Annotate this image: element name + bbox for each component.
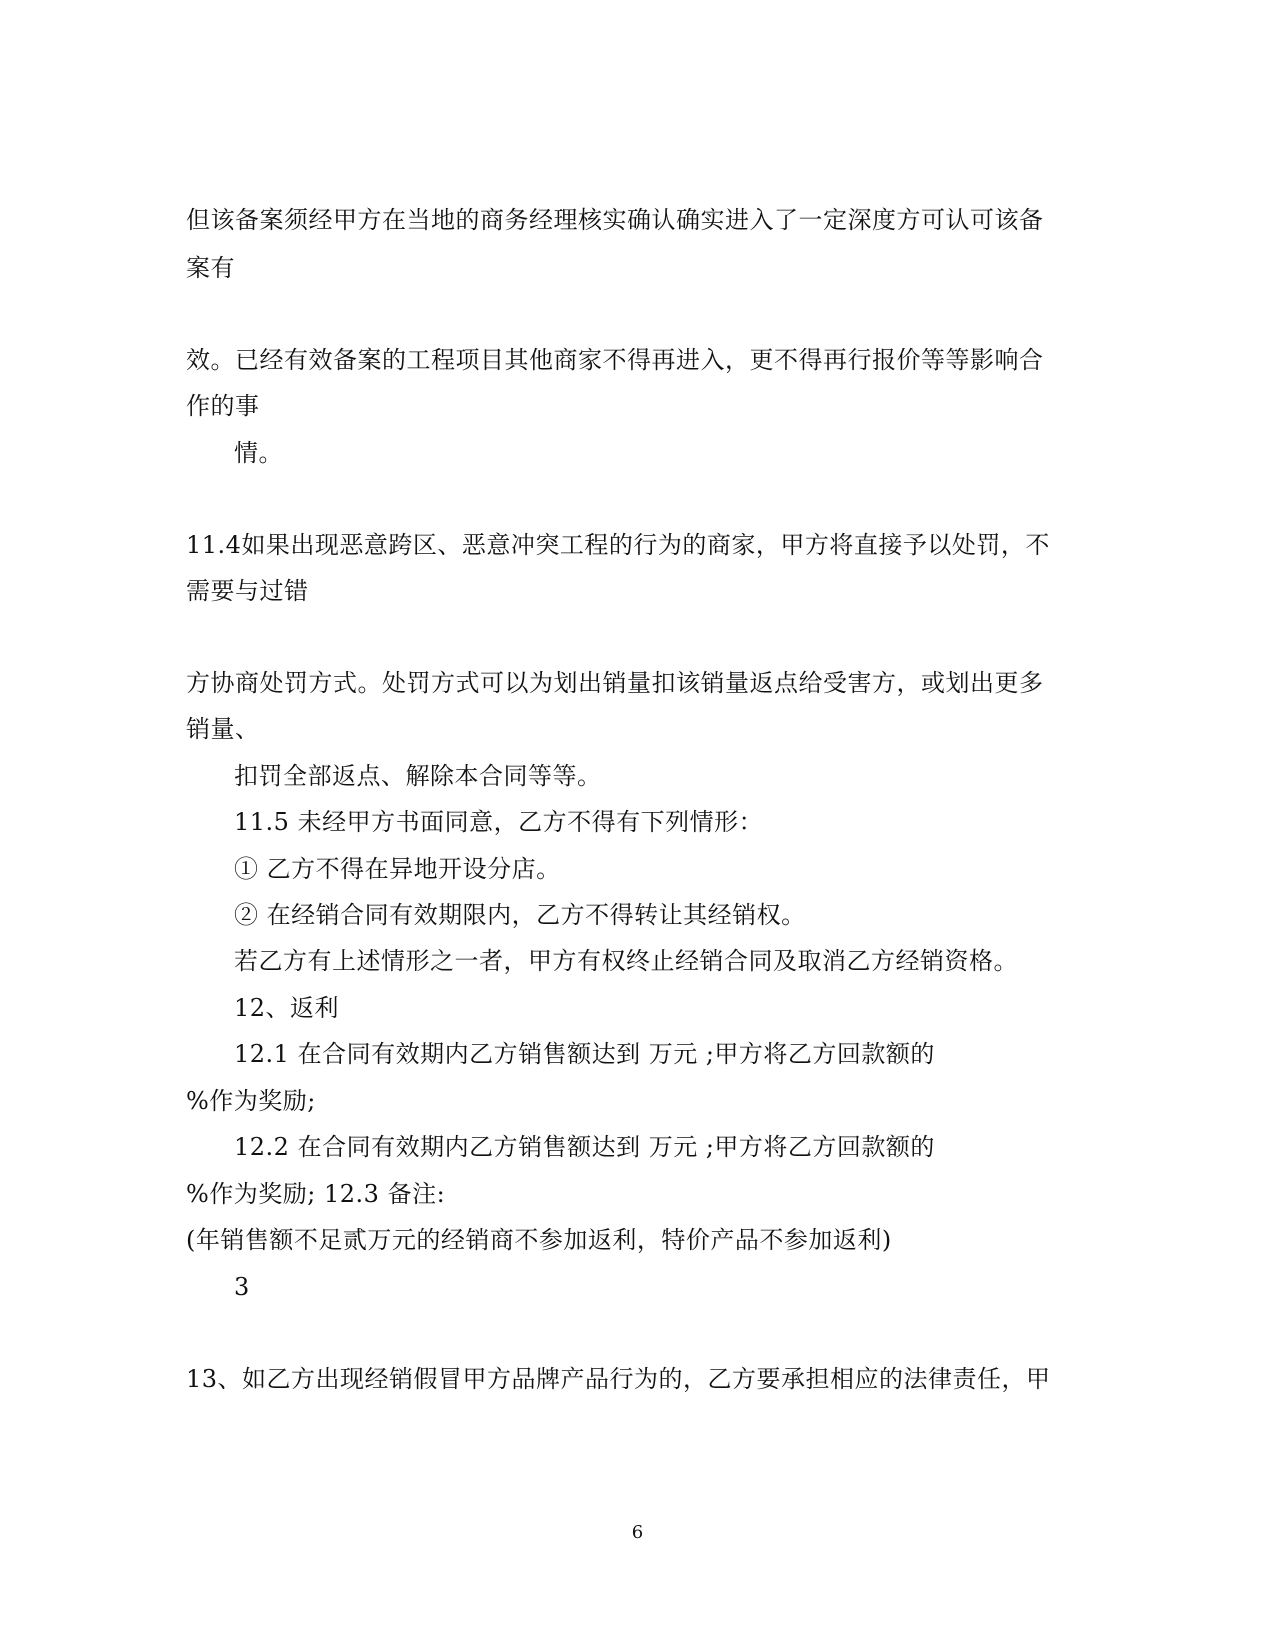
text-line: 作的事: [186, 392, 260, 420]
text-line: 情。: [234, 439, 283, 467]
text-line: ① 乙方不得在异地开设分店。: [234, 855, 561, 883]
text-line: 案有: [186, 254, 235, 282]
text-line: 3: [234, 1273, 250, 1301]
text-line: 12.1 在合同有效期内乙方销售额达到 万元 ;甲方将乙方回款额的: [234, 1040, 935, 1068]
text-line: 11.4如果出现恶意跨区、恶意冲突工程的行为的商家，甲方将直接予以处罚，不: [186, 531, 1050, 559]
text-line: 12、返利: [234, 994, 340, 1022]
text-line: 11.5 未经甲方书面同意，乙方不得有下列情形：: [234, 808, 764, 836]
text-line: ② 在经销合同有效期限内，乙方不得转让其经销权。: [234, 901, 806, 929]
text-line: 若乙方有上述情形之一者，甲方有权终止经销合同及取消乙方经销资格。: [234, 947, 1018, 975]
text-line: %作为奖励; 12.3 备注:: [186, 1180, 446, 1208]
text-line: (年销售额不足贰万元的经销商不参加返利，特价产品不参加返利): [186, 1226, 892, 1254]
text-line: 12.2 在合同有效期内乙方销售额达到 万元 ;甲方将乙方回款额的: [234, 1133, 935, 1161]
text-line: 扣罚全部返点、解除本合同等等。: [234, 762, 602, 790]
text-line: 13、如乙方出现经销假冒甲方品牌产品行为的，乙方要承担相应的法律责任，甲: [186, 1365, 1051, 1393]
text-line: 销量、: [186, 715, 260, 743]
text-line: 但该备案须经甲方在当地的商务经理核实确认确实进入了一定深度方可认可该备: [186, 206, 1044, 234]
text-line: 需要与过错: [186, 577, 309, 605]
page-number: 6: [631, 1522, 644, 1543]
text-line: %作为奖励;: [186, 1087, 316, 1115]
text-line: 方协商处罚方式。处罚方式可以为划出销量扣该销量返点给受害方，或划出更多: [186, 669, 1044, 697]
text-line: 效。已经有效备案的工程项目其他商家不得再进入，更不得再行报价等等影响合: [186, 346, 1044, 374]
